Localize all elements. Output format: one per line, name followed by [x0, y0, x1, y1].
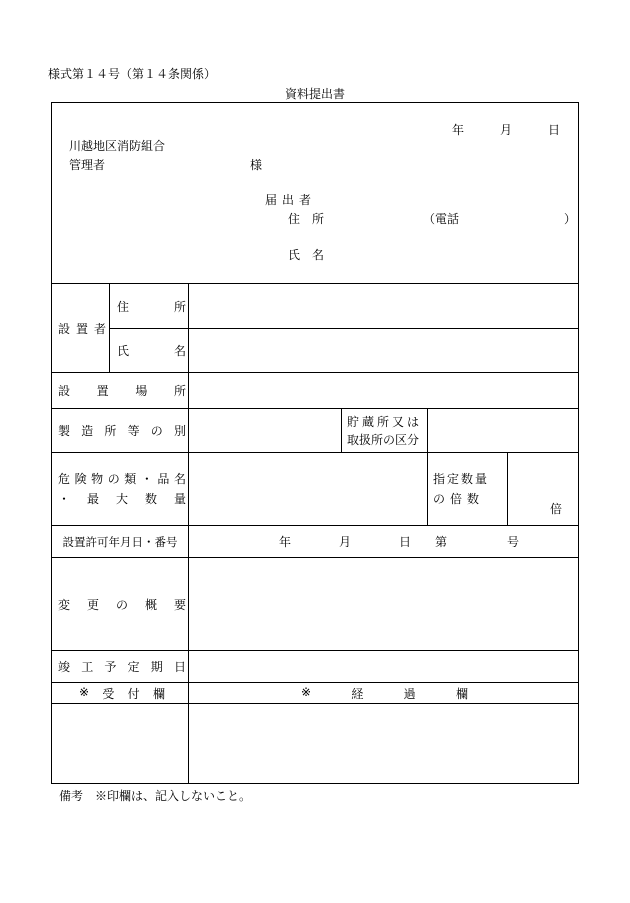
- storage-class-line1: 貯蔵所又は: [347, 414, 423, 429]
- permit-value-cell[interactable]: [189, 526, 579, 558]
- storage-class-label-cell: [342, 409, 428, 453]
- completion-date-label: 竣 工 予 定 期 日: [58, 660, 186, 674]
- hazmat-label-cell: [52, 453, 189, 526]
- change-summary-label-cell: [52, 558, 189, 651]
- hazmat-label-line2: ・ 最 大 数 量: [58, 492, 186, 506]
- permit-month: 月: [339, 534, 352, 549]
- facility-type-value[interactable]: [189, 409, 342, 453]
- permit-label: 設置許可年月日・番号: [62, 534, 178, 549]
- date-year: 年: [452, 123, 465, 137]
- installer-name-value[interactable]: [189, 329, 579, 373]
- form-number: 様式第１４号（第１４条関係）: [48, 67, 217, 81]
- reception-column-header: [52, 683, 189, 704]
- permit-year: 年: [279, 534, 292, 549]
- multiple-label-cell: [428, 453, 508, 526]
- notifier-label: 届出者: [265, 193, 317, 207]
- installer-label-cell: [52, 284, 110, 373]
- hazmat-value[interactable]: [189, 453, 428, 526]
- addressee-honorific: 様: [250, 158, 263, 172]
- facility-type-label: 製 造 所 等 の 別: [58, 424, 186, 438]
- phone-label: （電話: [423, 212, 460, 226]
- storage-class-line2: 取扱所の区分: [347, 432, 420, 447]
- permit-day: 日: [399, 534, 412, 549]
- multiple-unit: 倍: [549, 502, 562, 516]
- change-summary-label: 変 更 の 概 要: [58, 597, 186, 612]
- reception-column-label: ※ 受 付 欄: [79, 684, 165, 701]
- date-month: 月: [499, 123, 512, 137]
- installer-name-label-cell: [110, 329, 189, 373]
- permit-label-cell: [52, 526, 189, 558]
- permit-no-prefix: 第: [435, 534, 448, 549]
- installer-name-label: 氏 名: [117, 344, 186, 358]
- facility-type-label-cell: [52, 409, 189, 453]
- location-label: 設 置 場 所: [58, 384, 186, 398]
- installer-address-label: 住 所: [117, 299, 186, 314]
- hazmat-label-line1: 危 険 物 の 類 ・ 品 名: [58, 472, 186, 486]
- progress-column-label: ※ 経 過 欄: [301, 684, 468, 701]
- change-summary-value[interactable]: [189, 558, 579, 651]
- installer-address-value[interactable]: [189, 284, 579, 329]
- notifier-name-label: 氏名: [288, 248, 337, 262]
- header-block: [52, 103, 579, 284]
- installer-address-label-cell: [110, 284, 189, 329]
- location-value[interactable]: [189, 373, 579, 409]
- date-day: 日: [547, 123, 560, 137]
- progress-column-header: [189, 683, 579, 704]
- submission-form-table: [51, 102, 579, 784]
- multiple-value-cell[interactable]: [508, 453, 579, 526]
- permit-no-suffix: 号: [507, 534, 520, 549]
- submission-date: [452, 123, 560, 137]
- installer-label: 設 置 者: [58, 321, 106, 336]
- progress-value: [189, 704, 579, 784]
- location-label-cell: [52, 373, 189, 409]
- multiple-label-line1: 指定数量: [433, 472, 490, 486]
- completion-date-label-cell: [52, 651, 189, 683]
- form-title: 資料提出書: [284, 87, 345, 101]
- storage-class-value[interactable]: [428, 409, 579, 453]
- addressee-org: 川越地区消防組合: [69, 139, 166, 153]
- addressee-role: 管理者: [69, 158, 106, 172]
- notifier-address-label: 住所: [288, 212, 337, 226]
- phone-close: ）: [564, 212, 577, 226]
- reception-value: [52, 704, 189, 784]
- completion-date-value[interactable]: [189, 651, 579, 683]
- footnote: 備考 ※印欄は、記入しないこと。: [59, 789, 252, 803]
- multiple-label-line2: の倍数: [433, 492, 485, 506]
